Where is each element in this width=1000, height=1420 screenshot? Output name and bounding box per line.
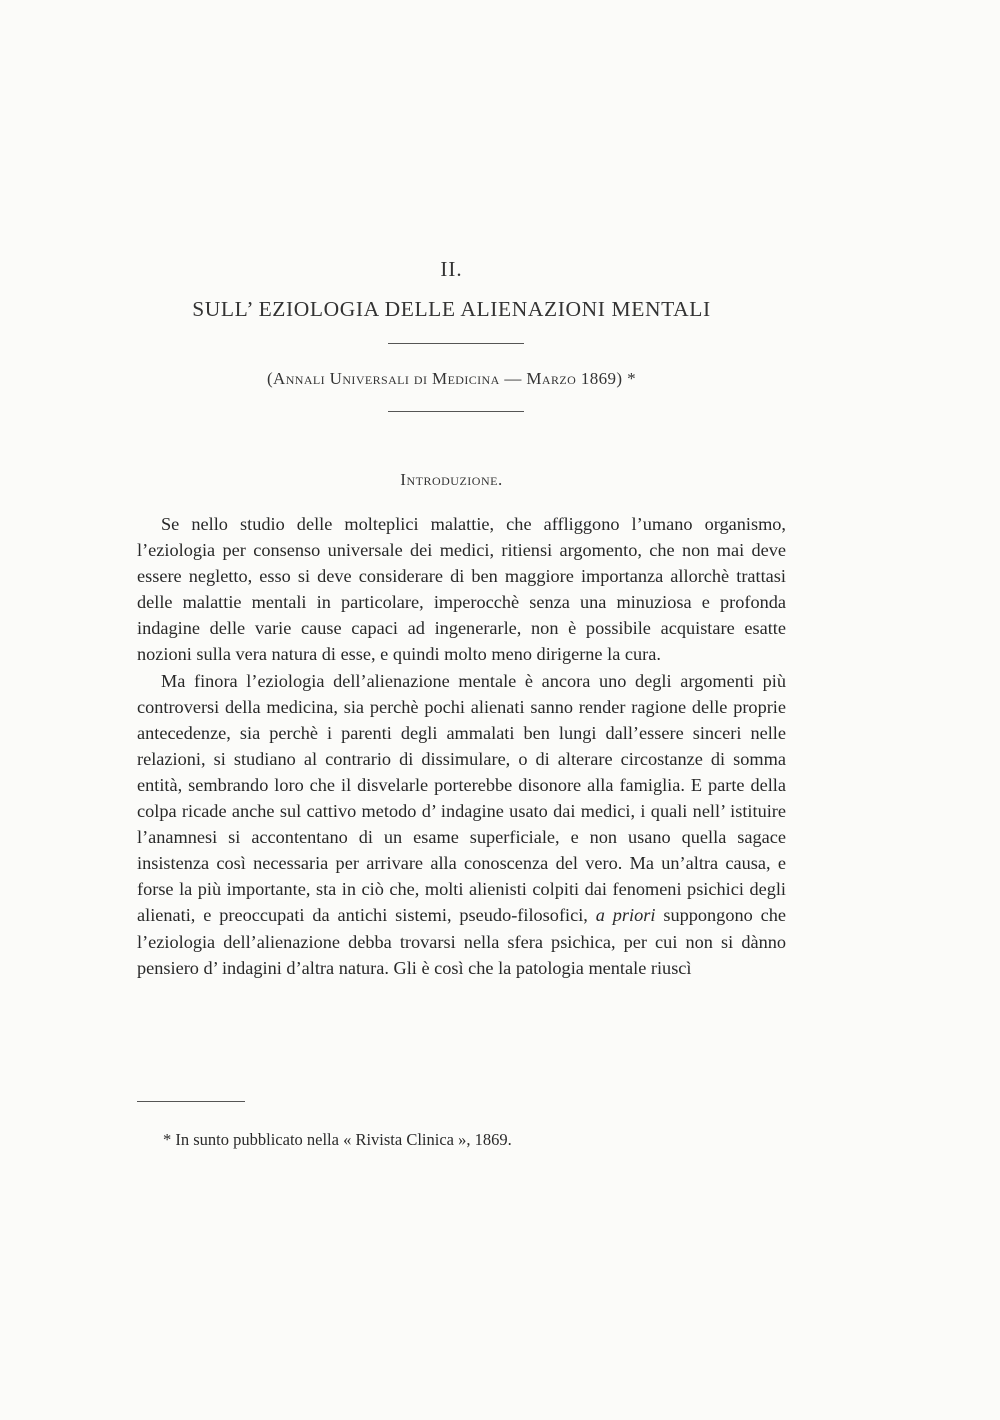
source-divider xyxy=(388,411,524,412)
paragraph-2-end: suppongono che l’eziologia dell’alienazione debba trovarsi nella sfera psichica, per cui non si dànno pensiero d’ indagini d’altra natura. Gli è così che la patologia mentale riuscì xyxy=(137,905,786,978)
paragraph-2-italic: a priori xyxy=(595,905,656,926)
title-divider xyxy=(388,343,524,344)
paragraph-2-start: Ma finora l’eziologia dell’alienazione mentale è ancora uno degli argomenti più controversi della medicina, sia perchè pochi alienati sanno render ragione delle proprie antecedenze, sia perchè i parenti degli ammalati ben lungi dall’essere sinceri nelle relazioni, si studiano al contrario di dissimulare, o di alterare circostanze di somma entità, sembrando loro che il disvelarle porterebbe disonore alla famiglia. E parte della colpa ricade anche sul cattivo metodo d’ indagine usato dai medici, i quali nell’ istituire l’anamnesi si accontentano di un esame superficiale, e non usano quella sagace insistenza così necessaria per arrivare alla conoscenza del vero. Ma un’altra causa, e forse la più importante, sta in ciò che, molti alienisti colpiti dai fenomeni psichici degli alienati, e preoccupati da antichi sistemi, pseudo-filosofici, xyxy=(137,670,786,926)
footnote-divider xyxy=(137,1101,245,1102)
source-citation: (Annali Universali di Medicina — Marzo 1869) * xyxy=(266,369,637,388)
chapter-title: SULL’ EZIOLOGIA DELLE ALIENAZIONI MENTALI xyxy=(192,297,711,321)
chapter-number: II. xyxy=(440,257,463,281)
body-text xyxy=(137,511,786,981)
footnote: * In sunto pubblicato nella « Rivista Clinica », 1869. xyxy=(163,1130,512,1149)
paragraph-1: Se nello studio delle molteplici malattie, che affliggono l’umano organismo, l’eziologia per consenso universale dei medici, ritiensi argomento, che non mai deve essere negletto, esso si deve considerare di ben maggiore importanza allorchè trattasi delle malattie mentali in particolare, imperocchè senza una minuziosa e profonda indagine delle varie cause capaci ad ingenerarle, non è possibile acquistare esatte nozioni sulla vera natura di esse, e quindi molto meno dirigerne la cura. xyxy=(137,514,786,665)
paragraph-2 xyxy=(137,668,786,981)
section-heading: Introduzione. xyxy=(400,470,503,489)
